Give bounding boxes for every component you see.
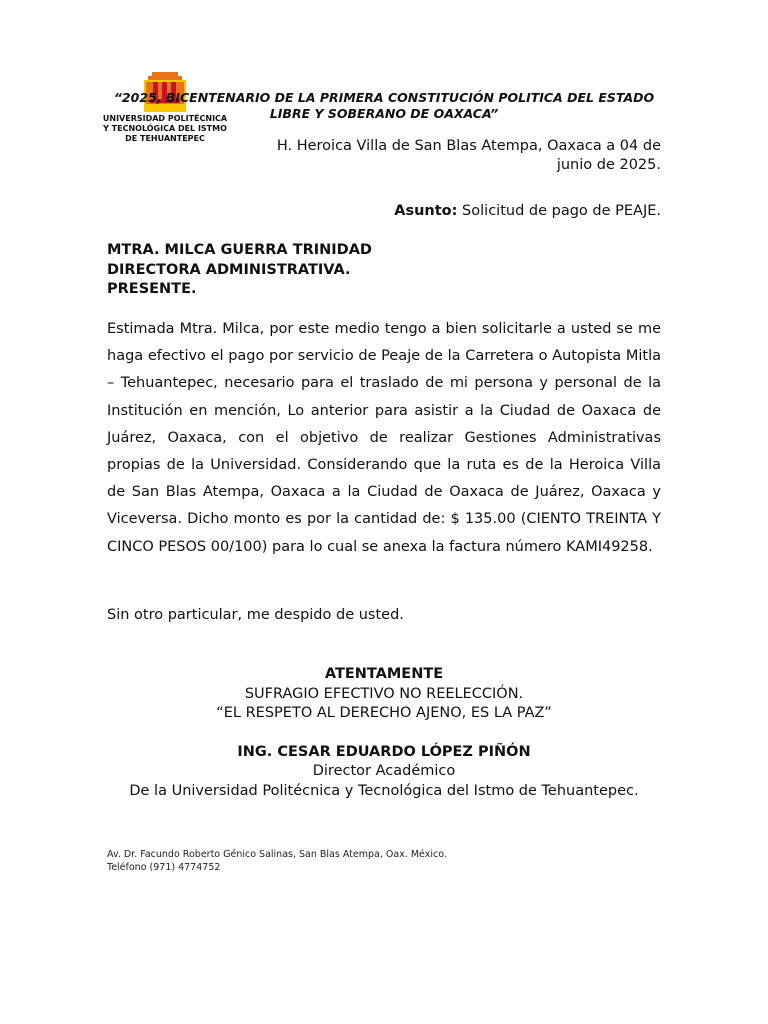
- recipient-name: MTRA. MILCA GUERRA TRINIDAD: [107, 242, 372, 258]
- slogan-line: “EL RESPETO AL DERECHO AJENO, ES LA PAZ”: [216, 705, 552, 721]
- slogan-line: SUFRAGIO EFECTIVO NO REELECCIÓN.: [244, 685, 524, 702]
- spacer: [80, 724, 688, 743]
- closing-line: Sin otro particular, me despido de usted.: [107, 607, 404, 623]
- signer-institution: De la Universidad Politécnica y Tecnológica del Istmo de Tehuantepec.: [129, 782, 639, 799]
- footer-phone: Teléfono (971) 4774752: [107, 862, 221, 873]
- footer-contact: [107, 848, 667, 874]
- letter-body: Estimada Mtra. Milca, por este medio tengo a bien solicitarle a usted se me haga efectivo el pago por servicio de Peaje de la Carretera o Autopista Mitla – Tehuantepec, necesario para el traslado de mi persona y personal de la Institución en mención, Lo anterior para asistir a la Ciudad de Oaxaca de Juárez, Oaxaca, con el objetivo de realizar Gestiones Administrativas propias de la Universidad. Considerando que la ruta es de la Heroica Villa de San Blas Atempa, Oaxaca a la Ciudad de Oaxaca de Juárez, Oaxaca y Viceversa. Dicho monto es por la cantidad de: $ 135.00 (CIENTO TREINTA Y CINCO PESOS 00/100) para lo cual se anexa la factura número KAMI49258.: [107, 321, 661, 555]
- logo-line: Y TECNOLÓGICA DEL ISTMO: [103, 124, 227, 133]
- place-and-date: [240, 137, 661, 175]
- subject-text: Solicitud de pago de PEAJE.: [457, 203, 661, 219]
- signer-position: Director Académico: [312, 763, 456, 779]
- signature-block: [80, 665, 688, 801]
- recipient-block: [107, 241, 667, 300]
- motto-line: “2025, BICENTENARIO DE LA PRIMERA CONSTITUCIÓN POLITICA DEL ESTADO: [113, 90, 655, 105]
- place-date-line: H. Heroica Villa de San Blas Atempa, Oaxaca a 04 de: [276, 138, 661, 154]
- logo-line: DE TEHUANTEPEC: [125, 134, 205, 143]
- motto-line: LIBRE Y SOBERANO DE OAXACA”: [269, 106, 499, 121]
- logo-line: UNIVERSIDAD POLITÉCNICA: [102, 114, 228, 123]
- regards-heading: ATENTAMENTE: [324, 666, 444, 682]
- subject-line: [240, 202, 661, 221]
- place-date-line: junio de 2025.: [556, 157, 661, 173]
- bicentennial-motto: [106, 90, 662, 122]
- subject-label: Asunto:: [394, 203, 458, 219]
- signer-name: ING. CESAR EDUARDO LÓPEZ PIÑÓN: [237, 743, 531, 760]
- footer-address: Av. Dr. Facundo Roberto Génico Salinas, San Blas Atempa, Oax. México.: [107, 849, 447, 860]
- recipient-position: DIRECTORA ADMINISTRATIVA.: [107, 261, 351, 278]
- recipient-greeting: PRESENTE.: [107, 281, 197, 297]
